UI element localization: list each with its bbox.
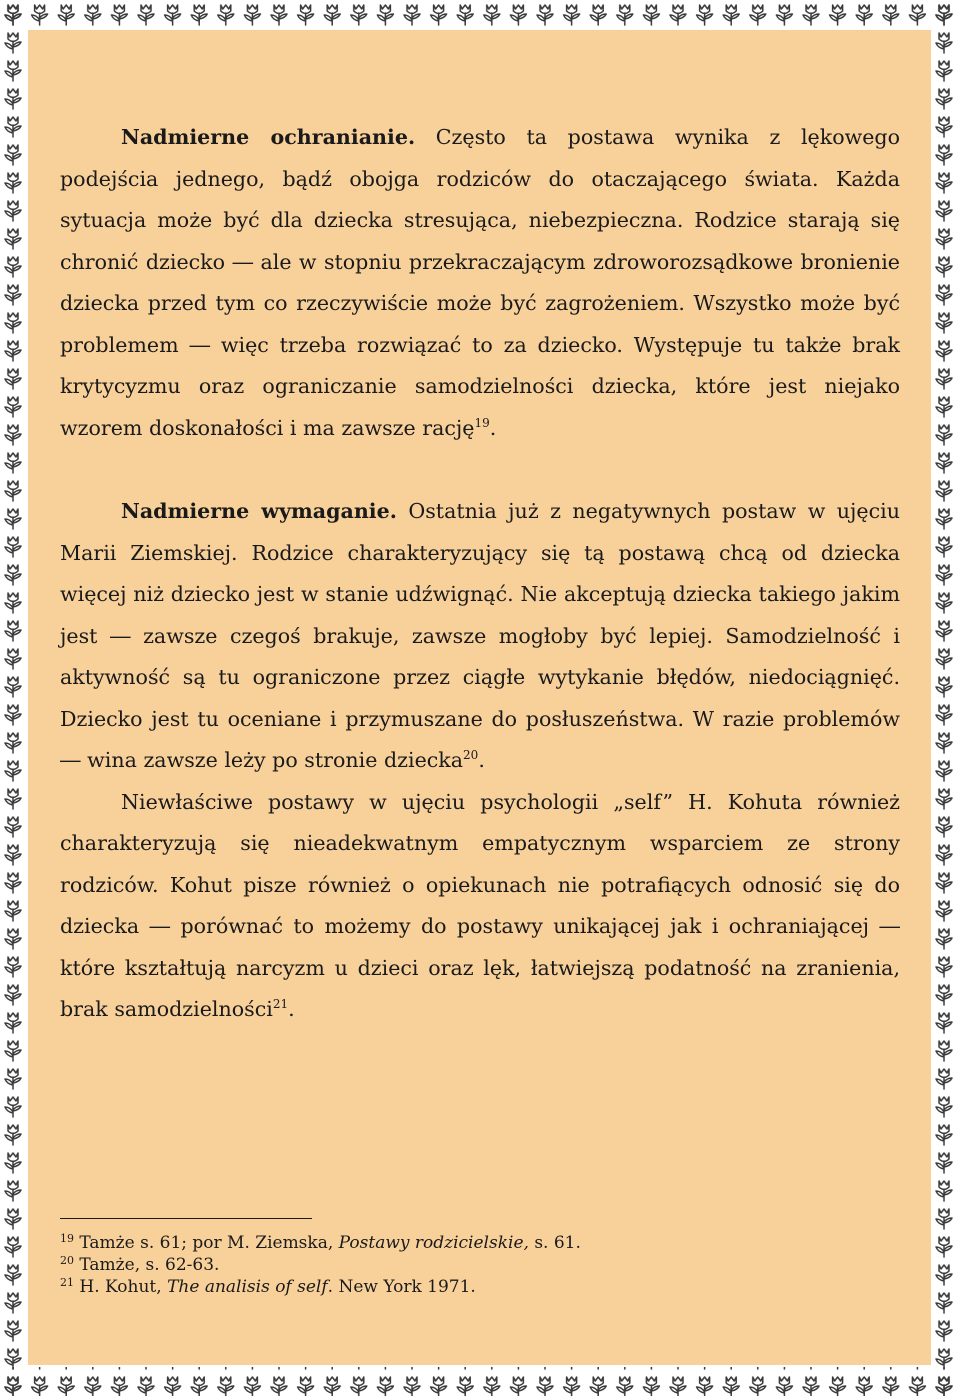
paragraph-text: Ostatnia już z negatywnych postaw w ujęciu Marii Ziemskiej. Rodzice charakteryzujący się tą postawą chcą od dziecka więcej niż dziecko jest w stanie udźwignąć. Nie akceptują dziecka takiego jakim jest ― zawsze czegoś brakuje, zawsze mogłoby być lepiej. Samodzielność i aktywność są tu ograniczone przez ciągłe wytykanie błędów, niedociągnięć. Dziecko jest tu oceniane i przymuszane do posłuszeństwa. W razie problemów ― wina zawsze leży po stronie dziecka: [60, 499, 900, 772]
footnote-text: s. 61.: [528, 1233, 581, 1253]
footnote-number: 19: [60, 1232, 74, 1245]
footnote-text: Tamże, s. 62-63.: [74, 1255, 220, 1275]
sentence-end: .: [478, 748, 485, 772]
paragraph-text: Niewłaściwe postawy w ujęciu psychologii „self” H. Kohuta również charakteryzują się nieadekwatnym empatycznym wsparciem ze strony rodziców. Kohut pisze również o opiekunach nie potrafiących odnosić się do dziecka ― porównać to możemy do postawy unikającej jak i ochraniającej ― które kształtują narcyzm u dzieci oraz lęk, łatwiejszą podatność na zranienia, brak samodzielności: [60, 789, 900, 1021]
footnote-title: The analisis of self: [167, 1277, 328, 1297]
footnote-ref-20[interactable]: 20: [463, 748, 479, 762]
paragraph-gap: [60, 449, 900, 491]
sentence-end: .: [288, 997, 295, 1021]
footnote-ref-21[interactable]: 21: [272, 997, 289, 1011]
footnote-number: 20: [60, 1254, 74, 1267]
footnote-19: [60, 1232, 900, 1254]
footnote-text: H. Kohut,: [74, 1277, 168, 1297]
footnote-number: 21: [60, 1276, 74, 1289]
footnote-title: Postawy rodzicielskie,: [338, 1233, 529, 1253]
footnote-separator: [60, 1218, 312, 1219]
paragraph-overprotection: [60, 117, 900, 449]
paragraph-kohut: [60, 782, 900, 1031]
heading-overdemanding: Nadmierne wymaganie.: [121, 499, 397, 523]
page: [28, 30, 931, 1365]
paragraph-text: Często ta postawa wynika z lękowego podejścia jednego, bądź obojga rodziców do otaczającego świata. Każda sytuacja może być dla dziecka stresująca, niebezpieczna. Rodzice starają się chronić dziecko ― ale w stopniu przekraczającym zdroworozsądkowe bronienie dziecka przed tym co rzeczywiście może być zagrożeniem. Wszystko może być problemem ― więc trzeba rozwiązać to za dziecko. Występuje tu także brak krytycyzmu oraz ograniczanie samodzielności dziecka, które jest niejako wzorem doskonałości i ma zawsze rację: [60, 125, 900, 440]
footnote-text: . New York 1971.: [327, 1277, 476, 1297]
sentence-end: .: [489, 415, 497, 440]
footnote-ref-19[interactable]: 19: [474, 415, 490, 430]
footnote-21: [60, 1276, 900, 1298]
footnote-20: [60, 1254, 900, 1276]
footnote-text: Tamże s. 61; por M. Ziemska,: [74, 1233, 339, 1253]
heading-overprotection: Nadmierne ochranianie.: [121, 125, 416, 149]
document-body: [60, 117, 900, 1031]
paragraph-overdemanding: [60, 491, 900, 782]
footnotes: [60, 1218, 900, 1298]
